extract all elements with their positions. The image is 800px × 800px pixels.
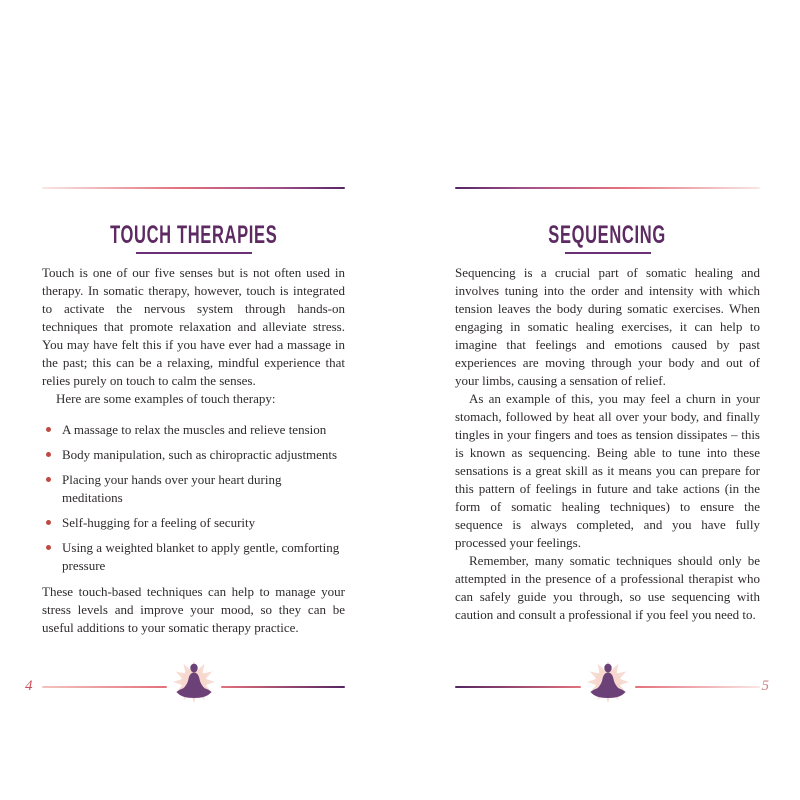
bullet-icon [46,545,51,550]
lotus-meditation-icon [584,657,632,707]
bullet-text: A massage to relax the muscles and relieve tension [62,422,327,437]
list-item [44,421,345,439]
left-heading-wrap [42,222,345,254]
page-number: 5 [761,678,769,694]
bullet-text: Body manipulation, such as chiropractic adjustments [62,447,338,462]
paragraph: Sequencing is a crucial part of somatic healing and involves tuning into the order and intensity with which tension leaves the body during somatic exercises. When engaging in somatic healing exercises, it can help to imagine that feelings and emotions caused by past experiences are moving through your body and out of your limbs, causing a sensation of relief. [455,265,760,388]
paragraph: As an example of this, you may feel a churn in your stomach, followed by heat all over your body, and finally tingles in your fingers and toes as tension dissipates – this is known as sequencing. Being able to tune into these sensations is a great skill as it means you can prepare for this pattern of feelings in future and take actions (in the form of somatic healing techniques) to ensure the sequence is always completed, and you have fully processed your feelings. [455,391,760,550]
top-rule [455,187,760,189]
left-page [25,0,345,800]
bullet-text: Placing your hands over your heart during meditations [62,472,282,505]
right-footer [455,656,769,706]
bullet-text: Using a weighted blanket to apply gentle, comforting pressure [62,540,340,573]
bullet-icon [46,520,51,525]
bullet-icon [46,427,51,432]
list-item [44,446,345,464]
footer-rule [635,686,761,688]
right-body [455,264,760,624]
bullet-icon [46,452,51,457]
left-footer [25,656,345,706]
list-item [44,471,345,507]
page-title: TOUCH THERAPIES [109,221,278,249]
list-item [44,514,345,532]
right-heading-wrap [455,222,760,254]
footer-rule [42,686,167,688]
bullet-icon [46,477,51,482]
closing-paragraph: These touch-based techniques can help to manage your stress levels and improve your mood, so they can be useful additions to your somatic therapy practice. [42,584,345,635]
footer-rule [221,686,346,688]
list-item [44,539,345,575]
right-page [455,0,769,800]
left-body [42,264,345,637]
page-number: 4 [25,678,33,694]
lotus-meditation-icon [170,657,218,707]
bullet-list [44,421,345,575]
paragraph: Touch is one of our five senses but is not often used in therapy. In somatic therapy, however, touch is integrated to activate the nervous system through hands-on techniques that promote relaxation and alleviate stress. You may have felt this if you have ever had a massage in the past; this can be a relaxing, mindful experience that relies purely on touch to calm the senses. [42,265,345,388]
footer-rule [455,686,581,688]
bullet-text: Self-hugging for a feeling of security [62,515,256,530]
page-title: SEQUENCING [548,221,667,249]
paragraph: Remember, many somatic techniques should only be attempted in the presence of a professional therapist who can safely guide you through, so use sequencing with caution and consult a professional if you feel you need to. [455,553,760,622]
top-rule [42,187,345,189]
title-underline [565,252,651,254]
title-underline [136,252,252,254]
paragraph: Here are some examples of touch therapy: [56,391,276,406]
